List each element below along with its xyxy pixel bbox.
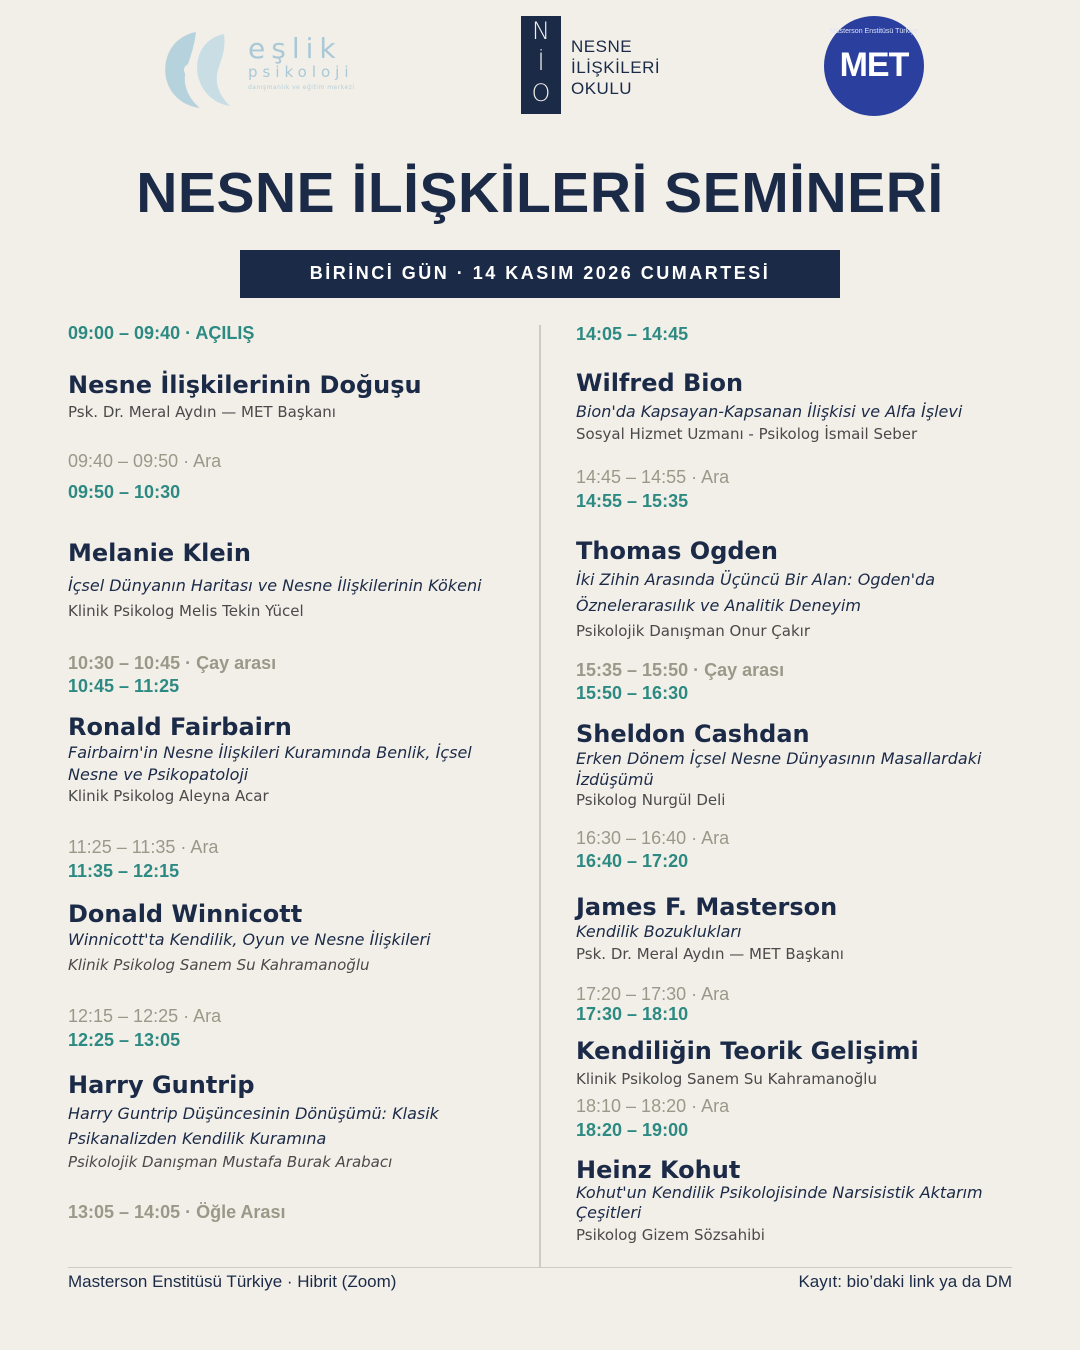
- met-ring-text: Masterson Enstitüsü Türkiye: [829, 28, 919, 35]
- session-title: Kendiliğin Teorik Gelişimi: [576, 1037, 919, 1065]
- nio-line-2: İLİŞKİLERİ: [571, 58, 661, 77]
- break-time: 18:10 – 18:20 · Ara: [576, 1096, 730, 1116]
- session-time: 10:45 – 11:25: [68, 676, 180, 696]
- session-presenter: Klinik Psikolog Sanem Su Kahramanoğlu: [576, 1070, 877, 1088]
- session-presenter: Psk. Dr. Meral Aydın — MET Başkanı: [576, 945, 844, 963]
- session-time: 14:55 – 15:35: [576, 491, 689, 511]
- session-time: 15:50 – 16:30: [576, 683, 689, 703]
- lunch-break-time: 13:05 – 14:05 · Öğle Arası: [68, 1202, 286, 1222]
- nio-letter-i: İ: [537, 48, 545, 76]
- nio-wordmark: [571, 36, 660, 99]
- break-time: 16:30 – 16:40 · Ara: [576, 828, 730, 848]
- session-topic: Kohut'un Kendilik Psikolojisinde Narsisistik Aktarım Çeşitleri: [576, 1183, 983, 1222]
- session-topic: İki Zihin Arasında Üçüncü Bir Alan: Ogden'da Öznelerarasılık ve Analitik Deneyim: [576, 570, 935, 615]
- session-time: 17:30 – 18:10: [576, 1004, 689, 1024]
- session-speaker: Wilfred Bion: [576, 369, 744, 397]
- footer-divider: [68, 1267, 1012, 1268]
- session-presenter: Psikolojik Danışman Onur Çakır: [576, 622, 810, 640]
- session-topic: Winnicott'ta Kendilik, Oyun ve Nesne İlişkileri: [68, 930, 431, 949]
- break-time: 11:25 – 11:35 · Ara: [68, 837, 219, 857]
- session-speaker: James F. Masterson: [576, 893, 838, 921]
- session-speaker: Sheldon Cashdan: [576, 720, 810, 748]
- nio-letter-n: N: [532, 17, 550, 45]
- session-speaker: Melanie Klein: [68, 539, 251, 567]
- session-speaker: Ronald Fairbairn: [68, 713, 292, 741]
- eslik-tagline: danışmanlık ve eğitim merkezi: [248, 84, 355, 91]
- met-logo: [824, 16, 924, 116]
- session-speaker: Donald Winnicott: [68, 900, 303, 928]
- break-time: 10:30 – 10:45 · Çay arası: [68, 653, 277, 673]
- session-title: Nesne İlişkilerinin Doğuşu: [68, 371, 422, 399]
- session-time: 11:35 – 12:15: [68, 861, 180, 881]
- nio-line-3: OKULU: [571, 79, 633, 98]
- footer-registration: Kayıt: bio’daki link ya da DM: [798, 1272, 1012, 1291]
- session-presenter: Klinik Psikolog Melis Tekin Yücel: [68, 602, 304, 620]
- nio-letter-o: O: [531, 79, 551, 107]
- session-time: 09:50 – 10:30: [68, 482, 181, 502]
- header-logos: [0, 0, 1080, 130]
- session-presenter: Psikolog Nurgül Deli: [576, 791, 726, 809]
- session-topic: İçsel Dünyanın Haritası ve Nesne İlişkilerinin Kökeni: [68, 576, 482, 595]
- session-presenter: Klinik Psikolog Sanem Su Kahramanoğlu: [68, 956, 370, 974]
- session-speaker: Thomas Ogden: [576, 537, 778, 565]
- session-time: 12:25 – 13:05: [68, 1030, 181, 1050]
- session-topic: Fairbairn'in Nesne İlişkileri Kuramında Benlik, İçsel Nesne ve Psikopatoloji: [68, 743, 472, 784]
- session-time: 14:05 – 14:45: [576, 324, 689, 344]
- break-time: 14:45 – 14:55 · Ara: [576, 467, 730, 487]
- session-topic: Harry Guntrip Düşüncesinin Dönüşümü: Klasik Psikanalizden Kendilik Kuramına: [68, 1104, 439, 1148]
- met-wordmark: MET: [839, 46, 909, 84]
- session-time: 18:20 – 19:00: [576, 1120, 689, 1140]
- session-topic: Erken Dönem İçsel Nesne Dünyasının Masallardaki İzdüşümü: [576, 749, 982, 789]
- session-topic: Kendilik Bozuklukları: [576, 922, 742, 941]
- nio-letter-box: [521, 16, 561, 114]
- page-title: NESNE İLİŞKİLERİ SEMİNERİ: [136, 161, 944, 225]
- opening-time: 09:00 – 09:40 · AÇILIŞ: [68, 323, 255, 343]
- column-divider: [539, 325, 541, 1267]
- session-presenter: Psk. Dr. Meral Aydın — MET Başkanı: [68, 403, 336, 421]
- nio-logo: [521, 16, 661, 114]
- break-time: 09:40 – 09:50 · Ara: [68, 451, 222, 471]
- session-speaker: Heinz Kohut: [576, 1156, 741, 1184]
- session-speaker: Harry Guntrip: [68, 1071, 255, 1099]
- session-presenter: Klinik Psikolog Aleyna Acar: [68, 787, 269, 805]
- eslik-mark-icon: [160, 26, 250, 110]
- session-topic: Bion'da Kapsayan-Kapsanan İlişkisi ve Alfa İşlevi: [576, 402, 963, 421]
- footer-organizer: Masterson Enstitüsü Türkiye · Hibrit (Zoom): [68, 1272, 397, 1291]
- break-time: 15:35 – 15:50 · Çay arası: [576, 660, 785, 680]
- session-time: 16:40 – 17:20: [576, 851, 689, 871]
- break-time: 17:20 – 17:30 · Ara: [576, 984, 730, 1004]
- eslik-sub: psikoloji: [248, 63, 354, 81]
- session-presenter: Psikolog Gizem Sözsahibi: [576, 1226, 765, 1244]
- eslik-logo: [160, 26, 360, 110]
- nio-line-1: NESNE: [571, 37, 633, 56]
- break-time: 12:15 – 12:25 · Ara: [68, 1006, 222, 1026]
- session-presenter: Sosyal Hizmet Uzmanı - Psikolog İsmail Seber: [576, 425, 918, 443]
- session-presenter: Psikolojik Danışman Mustafa Burak Arabacı: [68, 1153, 393, 1171]
- eslik-name: eşlik: [248, 32, 342, 65]
- day-banner: BİRİNCİ GÜN · 14 KASIM 2026 CUMARTESİ: [240, 250, 840, 298]
